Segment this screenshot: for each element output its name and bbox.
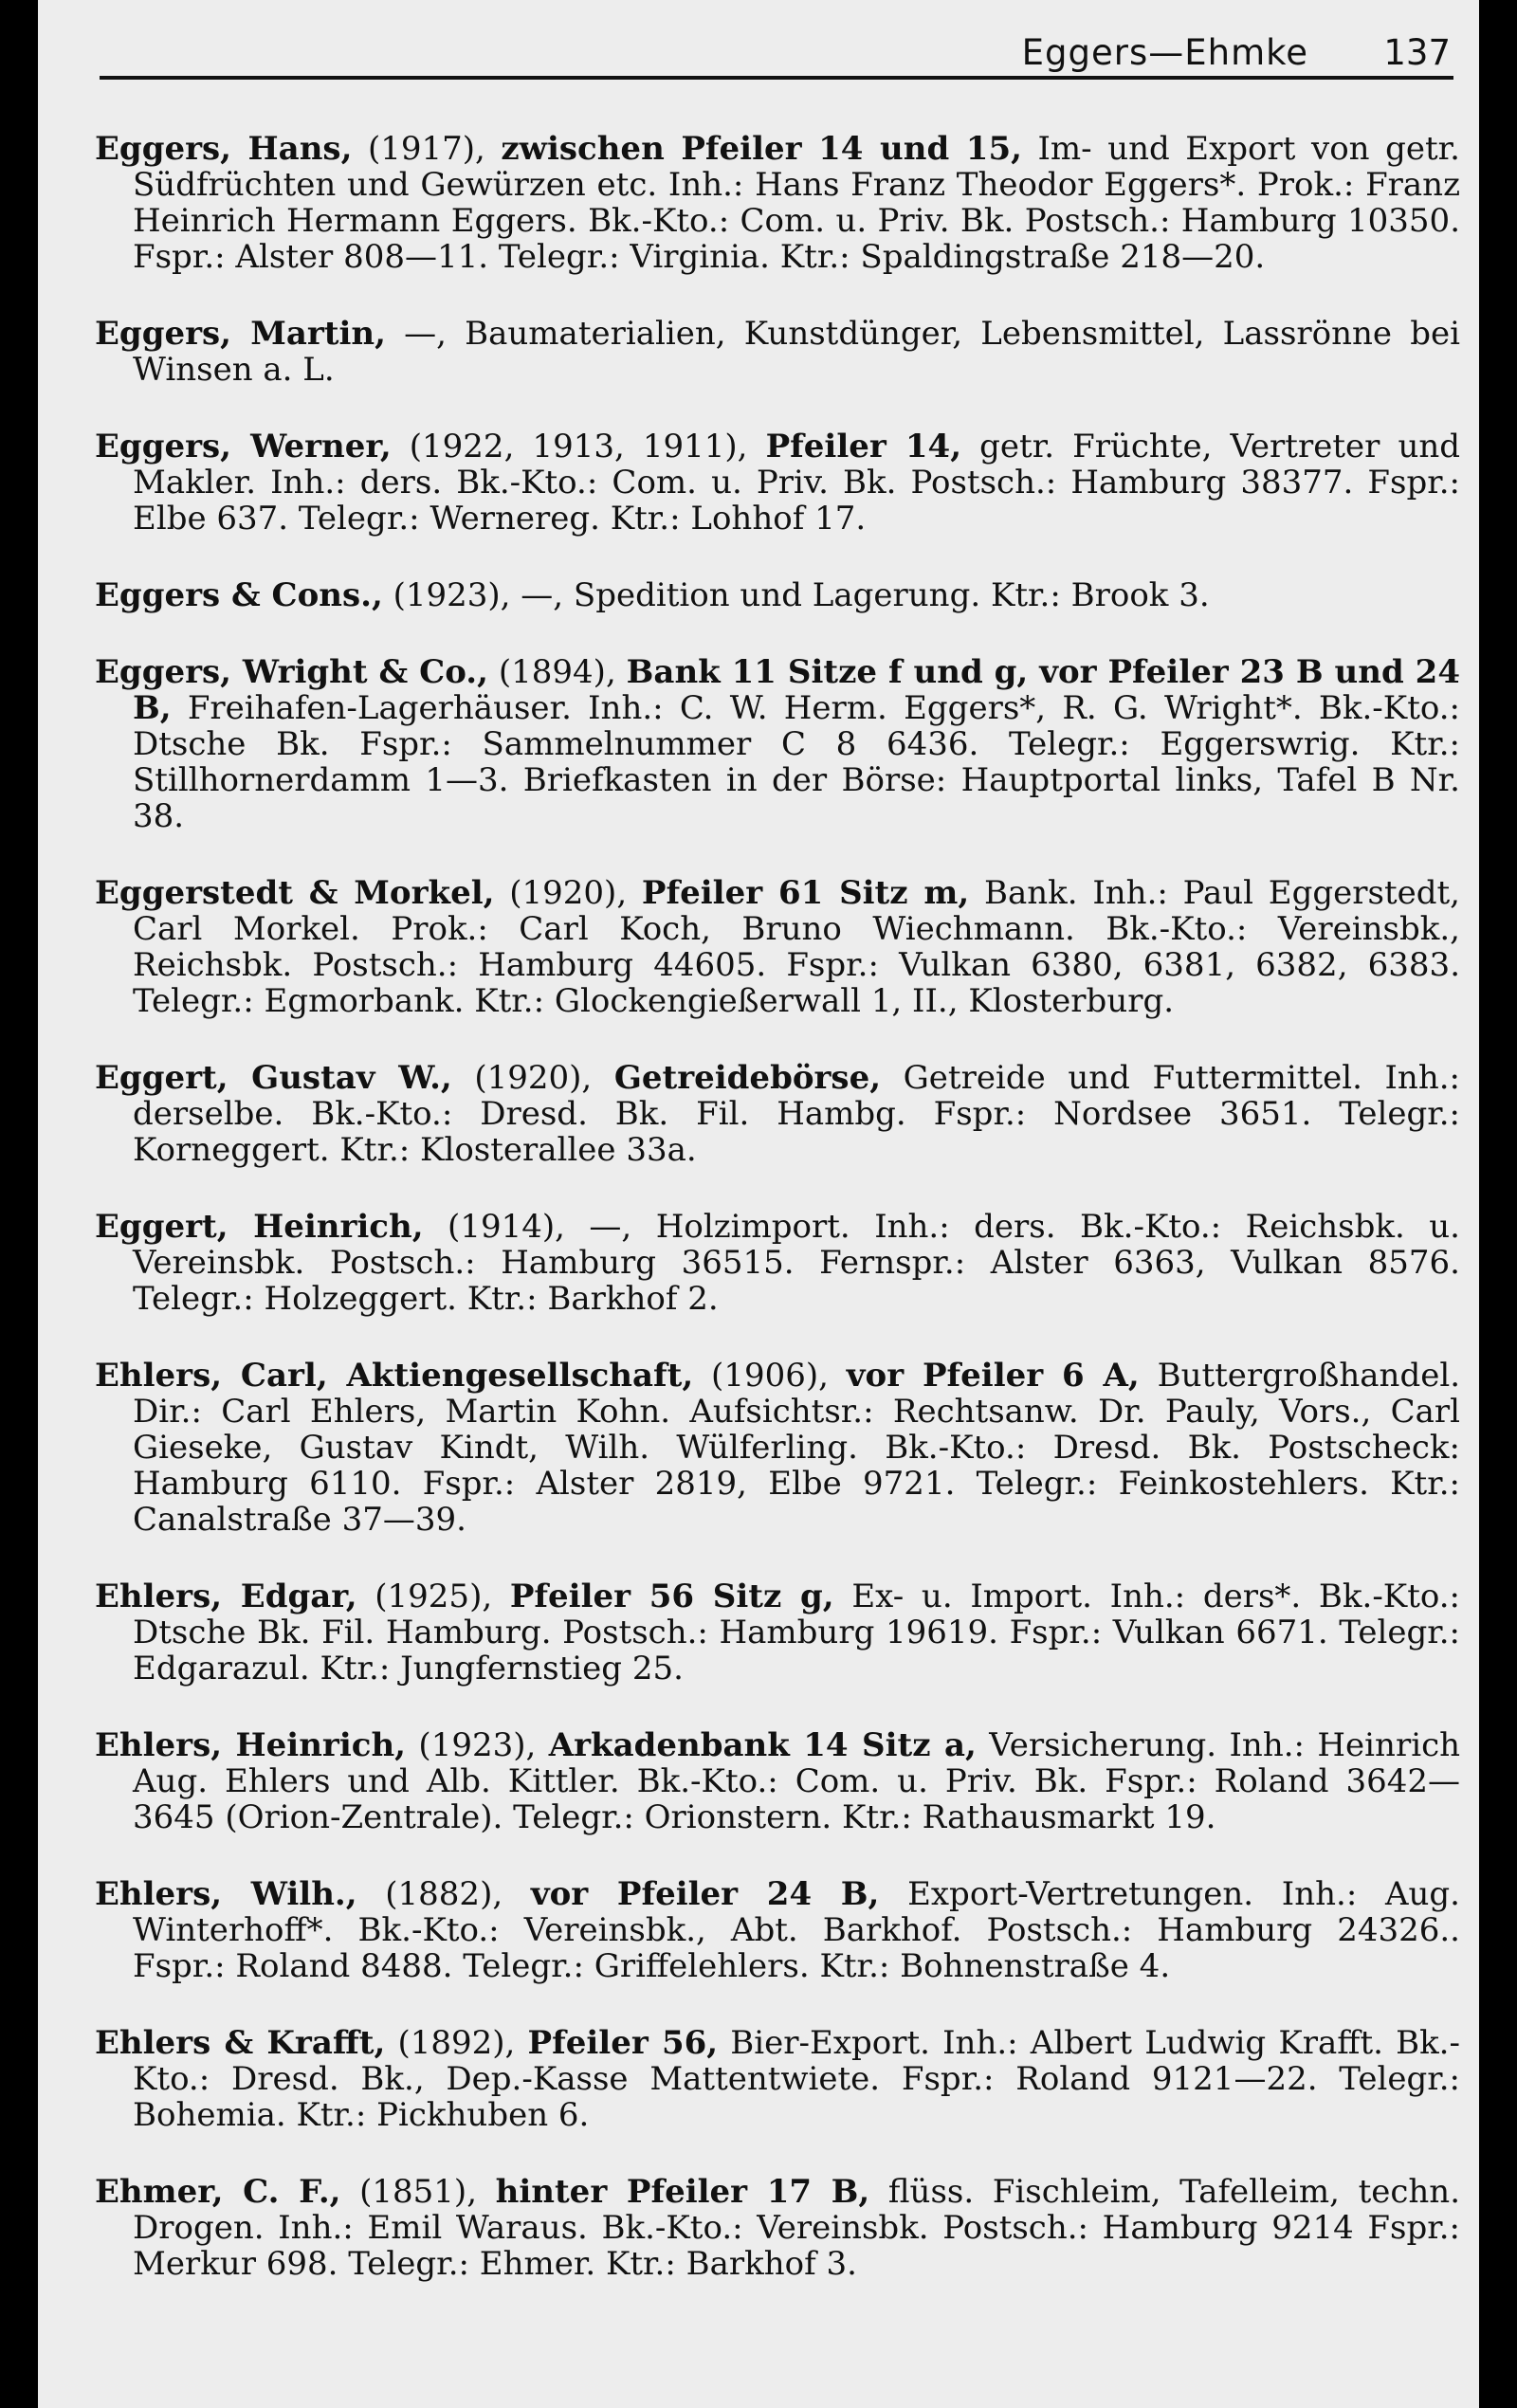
entry-year: (1851), [340, 2173, 496, 2211]
entry-year: (1923), [406, 1726, 549, 1764]
running-title: Eggers—Ehmke [1021, 32, 1308, 73]
entry-text: Ex- u. Import. Inh.: ders*. Bk.-Kto.: Dtsche Bk. Fil. Hamburg. Postsch.: Hamburg 19619. Fspr.: Vulkan 6671. Telegr.: Edgarazul. Ktr.: Jungfernstieg 25. [133, 1578, 1461, 1687]
directory-entry [95, 2174, 1460, 2282]
entry-text: Spedition und Lagerung. Ktr.: Brook 3. [573, 576, 1210, 614]
entry-location: Pfeiler 61 Sitz m, [641, 874, 970, 912]
entry-name: Eggers, Wright & Co., [95, 653, 488, 691]
entry-text: Bank. Inh.: Paul Eggerstedt, Carl Morkel. Prok.: Carl Koch, Bruno Wiechmann. Bk.-Kto.: Vereinsbk., Reichsbk. Postsch.: Hamburg 44605. Fspr.: Vulkan 6380, 6381, 6382, 6383. Telegr.: Egmorbank. Ktr.: Glockengießerwall 1, II., Klosterburg. [133, 874, 1460, 1020]
entry-text: Export-Vertretungen. Inh.: Aug. Winterhoff*. Bk.-Kto.: Vereinsbk., Abt. Barkhof. Postsch.: Hamburg 24326.. Fspr.: Roland 8488. Telegr.: Griffelehlers. Ktr.: Bohnenstraße 4. [133, 1875, 1460, 1985]
entry-text: Im- und Export von getr. Südfrüchten und Gewürzen etc. Inh.: Hans Franz Theodor Eggers*. Prok.: Franz Heinrich Hermann Eggers. Bk.-Kto.: Com. u. Priv. Bk. Postsch.: Hamburg 10350. Fspr.: Alster 808—11. Telegr.: Virginia. Ktr.: Spaldingstraße 218—20. [133, 130, 1460, 276]
entry-location: Bank 11 Sitze f und g, vor Pfeiler 23 B und 24 B, [133, 653, 1460, 727]
entry-name: Ehlers & Krafft, [95, 2024, 386, 2062]
entry-list [95, 99, 1460, 2323]
entry-name: Ehlers, Edgar, [95, 1578, 357, 1615]
entry-location: Getreidebörse, [613, 1059, 882, 1097]
entry-name: Eggers & Cons., [95, 576, 383, 614]
entry-location: vor Pfeiler 24 B, [530, 1875, 880, 1913]
header-rule [100, 76, 1453, 80]
entry-text: Buttergroßhandel. Dir.: Carl Ehlers, Martin Kohn. Aufsichtsr.: Rechtsanw. Dr. Pauly, Vors., Carl Gieseke, Gustav Kindt, Wilh. Wülferling. Bk.-Kto.: Dresd. Bk. Postscheck: Hamburg 6110. Fspr.: Alster 2819, Elbe 9721. Telegr.: Feinkostehlers. Ktr.: Canalstraße 37—39. [133, 1357, 1461, 1539]
entry-year: (1920), [494, 874, 642, 912]
directory-entry [95, 131, 1460, 275]
entry-name: Eggert, Gustav W., [95, 1059, 452, 1097]
directory-entry [95, 429, 1460, 537]
directory-entry [95, 577, 1460, 613]
entry-location: vor Pfeiler 6 A, [846, 1357, 1140, 1395]
entry-text: Getreide und Futtermittel. Inh.: derselbe. Bk.-Kto.: Dresd. Bk. Fil. Hambg. Fspr.: Nordsee 3651. Telegr.: Korneggert. Ktr.: Klosterallee 33a. [133, 1059, 1460, 1169]
entry-text: Holzimport. Inh.: ders. Bk.-Kto.: Reichsbk. u. Vereinsbk. Postsch.: Hamburg 36515. Fernspr.: Alster 6363, Vulkan 8576. Telegr.: Holzeggert. Ktr.: Barkhof 2. [133, 1208, 1460, 1318]
entry-location: Pfeiler 56 Sitz g, [509, 1578, 834, 1615]
entry-text: Versicherung. Inh.: Heinrich Aug. Ehlers und Alb. Kittler. Bk.-Kto.: Com. u. Priv. Bk. Fspr.: Roland 3642—3645 (Orion-Zentrale). Telegr.: Orionstern. Ktr.: Rathausmarkt 19. [133, 1726, 1461, 1836]
entry-name: Ehlers, Wilh., [95, 1875, 357, 1913]
entry-year: (1882), [356, 1875, 531, 1913]
entry-name: Ehmer, C. F., [95, 2173, 341, 2211]
directory-entry [95, 1209, 1460, 1317]
entry-name: Eggers, Martin, [95, 315, 386, 353]
entry-location: hinter Pfeiler 17 B, [495, 2173, 870, 2211]
directory-entry [95, 1876, 1460, 1984]
entry-name: Eggers, Hans, [95, 130, 353, 168]
directory-entry [95, 316, 1460, 388]
entry-text: getr. Früchte, Vertreter und Makler. Inh.: ders. Bk.-Kto.: Com. u. Priv. Bk. Postsch.: Hamburg 38377. Fspr.: Elbe 637. Telegr.: Wernereg. Ktr.: Lohhof 17. [133, 428, 1460, 538]
entry-location: Pfeiler 14, [765, 428, 962, 465]
entry-year: (1894), [487, 653, 627, 691]
entry-name: Ehlers, Heinrich, [95, 1726, 407, 1764]
entry-location: Pfeiler 56, [527, 2024, 719, 2062]
directory-entry [95, 875, 1460, 1019]
entry-text: flüss. Fischleim, Tafelleim, techn. Drogen. Inh.: Emil Waraus. Bk.-Kto.: Vereinsbk. Postsch.: Hamburg 9214 Fspr.: Merkur 698. Telegr.: Ehmer. Ktr.: Barkhof 3. [133, 2173, 1461, 2283]
directory-entry [95, 1358, 1460, 1538]
entry-location: zwischen Pfeiler 14 und 15, [501, 130, 1022, 168]
directory-entry [95, 654, 1460, 834]
page-number: 137 [1383, 32, 1451, 73]
entry-year: (1922, 1913, 1911), [391, 428, 766, 465]
directory-entry [95, 1578, 1460, 1687]
entry-text: Bier-Export. Inh.: Albert Ludwig Krafft. Bk.-Kto.: Dresd. Bk., Dep.-Kasse Mattentwiete. Fspr.: Roland 9121—22. Telegr.: Bohemia. Ktr.: Pickhuben 6. [133, 2024, 1460, 2134]
entry-year: (1892), [385, 2024, 528, 2062]
directory-entry [95, 2025, 1460, 2133]
entry-name: Ehlers, Carl, Aktiengesellschaft, [95, 1357, 694, 1395]
entry-year: (1906), [693, 1357, 847, 1395]
entry-name: Eggers, Werner, [95, 428, 392, 465]
entry-name: Eggerstedt & Morkel, [95, 874, 495, 912]
entry-year: (1914), —, [423, 1208, 656, 1246]
entry-location: Arkadenbank 14 Sitz a, [548, 1726, 977, 1764]
entry-year: (1925), [356, 1578, 510, 1615]
entry-year: (1917), [352, 130, 502, 168]
directory-entry [95, 1727, 1460, 1835]
entry-year: (1923), —, [382, 576, 574, 614]
entry-name: Eggert, Heinrich, [95, 1208, 424, 1246]
directory-entry [95, 1060, 1460, 1168]
running-head [100, 27, 1451, 80]
entry-year: —, [385, 315, 466, 353]
entry-year: (1920), [451, 1059, 614, 1097]
directory-page [38, 0, 1479, 2408]
entry-text: Freihafen-Lagerhäuser. Inh.: C. W. Herm. Eggers*, R. G. Wright*. Bk.-Kto.: Dtsche Bk. Fspr.: Sammelnummer C 8 6436. Telegr.: Eggerswrig. Ktr.: Stillhornerdamm 1—3. Briefkasten in der Börse: Hauptportal links, Tafel B Nr. 38. [133, 689, 1460, 835]
entry-text: Baumaterialien, Kunstdünger, Lebensmittel, Lassrönne bei Winsen a. L. [133, 315, 1460, 389]
